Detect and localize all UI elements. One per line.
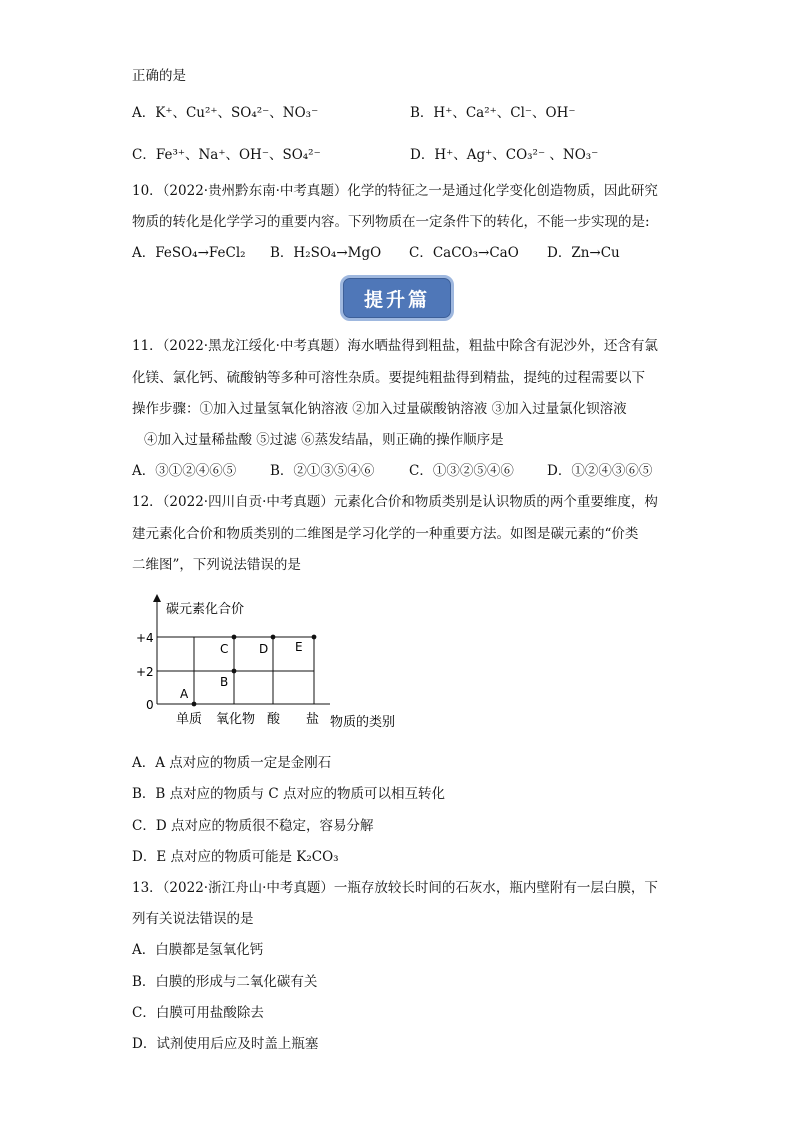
q12-stem-line: 12．（2022·四川自贡·中考真题）元素化合价和物质类别是认识物质的两个重要维度，构 (132, 494, 658, 510)
q9-option-b[interactable] (410, 103, 575, 123)
q13-option-b[interactable]: B．白膜的形成与二氧化碳有关 (132, 974, 318, 990)
q10-stem-line: 10．（2022·贵州黔东南·中考真题）化学的特征之一是通过化学变化创造物质，因此研究 (132, 183, 658, 199)
q11-option-b[interactable]: B．②①③⑤④⑥ (270, 463, 375, 479)
q13-option-a[interactable]: A．白膜都是氢氧化钙 (132, 942, 264, 958)
point-label-d: D (259, 642, 269, 656)
option-letter: D． (410, 147, 435, 163)
y-tick-label: +2 (136, 665, 154, 679)
y-tick-label: 0 (146, 698, 154, 712)
q11-stem-line: 化镁、氯化钙、硫酸钠等多种可溶性杂质。要提纯粗盐得到精盐，提纯的过程需要以下 (132, 370, 645, 386)
point-label-b: B (220, 675, 229, 689)
q11-option-c[interactable]: C．①③②⑤④⑥ (409, 463, 514, 479)
q12-option-c[interactable]: C．D 点对应的物质很不稳定，容易分解 (132, 818, 374, 834)
q13-stem-line: 列有关说法错误的是 (132, 911, 254, 927)
point-c (232, 635, 237, 640)
q11-stem-line: 操作步骤：①加入过量氢氧化钠溶液 ②加入过量碳酸钠溶液 ③加入过量氯化钡溶液 (132, 401, 627, 417)
q12-option-a[interactable]: A．A 点对应的物质一定是金刚石 (132, 755, 332, 771)
q9-stem-tail: 正确的是 (132, 68, 186, 84)
option-letter: B． (410, 105, 434, 121)
q12-stem-line: 建元素化合价和物质类别的二维图是学习化学的一种重要方法。如图是碳元素的“价类 (132, 526, 639, 542)
q10-option-b[interactable]: B．H₂SO₄→MgO (270, 245, 382, 261)
q13-option-c[interactable]: C．白膜可用盐酸除去 (132, 1005, 264, 1021)
q11-option-a[interactable]: A．③①②④⑥⑤ (132, 463, 237, 479)
q10-option-c[interactable]: C．CaCO₃→CaO (409, 245, 519, 261)
q11-option-d[interactable]: D．①②④③⑥⑤ (547, 463, 653, 479)
x-tick-label: 氧化物 (216, 712, 256, 727)
valence-category-diagram (130, 590, 420, 730)
x-tick-label: 盐 (306, 712, 320, 727)
q12-option-b[interactable]: B．B 点对应的物质与 C 点对应的物质可以相互转化 (132, 786, 446, 802)
option-text: K⁺、Cu²⁺、SO₄²⁻、NO₃⁻ (155, 105, 319, 121)
x-tick-label: 酸 (267, 712, 281, 727)
q10-option-a[interactable]: A．FeSO₄→FeCl₂ (132, 245, 246, 261)
q11-stem-line: ④加入过量稀盐酸 ⑤过滤 ⑥蒸发结晶，则正确的操作顺序是 (144, 432, 504, 448)
q11-stem-line: 11．（2022·黑龙江绥化·中考真题）海水晒盐得到粗盐，粗盐中除含有泥沙外，还含有氯 (132, 338, 658, 354)
section-badge-label: 提升篇 (363, 288, 430, 311)
point-label-a: A (180, 687, 189, 701)
option-text: H⁺、Ca²⁺、Cl⁻、OH⁻ (433, 105, 576, 121)
q13-option-d[interactable]: D．试剂使用后应及时盖上瓶塞 (132, 1036, 319, 1052)
point-b (232, 669, 237, 674)
point-e (312, 635, 317, 640)
q10-option-d[interactable]: D．Zn→Cu (547, 245, 620, 261)
q9-option-d[interactable] (410, 145, 598, 165)
x-tick-label: 单质 (176, 712, 203, 727)
q13-stem-line: 13．（2022·浙江舟山·中考真题）一瓶存放较长时间的石灰水，瓶内壁附有一层白膜，下 (132, 880, 658, 896)
y-axis-title: 碳元素化合价 (166, 602, 245, 617)
q10-stem-line: 物质的转化是化学学习的重要内容。下列物质在一定条件下的转化，不能一步实现的是: (132, 214, 650, 230)
q9-option-c[interactable] (132, 145, 321, 165)
q12-stem-line: 二维图”，下列说法错误的是 (132, 557, 301, 573)
x-axis-title: 物质的类别 (330, 715, 396, 730)
option-letter: A． (132, 105, 156, 121)
point-a (192, 702, 197, 707)
option-text: Fe³⁺、Na⁺、OH⁻、SO₄²⁻ (155, 147, 321, 163)
q9-option-a[interactable] (132, 103, 318, 123)
point-label-e: E (295, 640, 303, 654)
point-d (271, 635, 276, 640)
option-letter: C． (132, 147, 156, 163)
q12-option-d[interactable]: D．E 点对应的物质可能是 K₂CO₃ (132, 849, 339, 865)
point-label-c: C (220, 642, 229, 656)
option-text: H⁺、Ag⁺、CO₃²⁻ 、NO₃⁻ (434, 147, 599, 163)
y-tick-label: +4 (136, 631, 154, 645)
section-badge (340, 275, 454, 321)
